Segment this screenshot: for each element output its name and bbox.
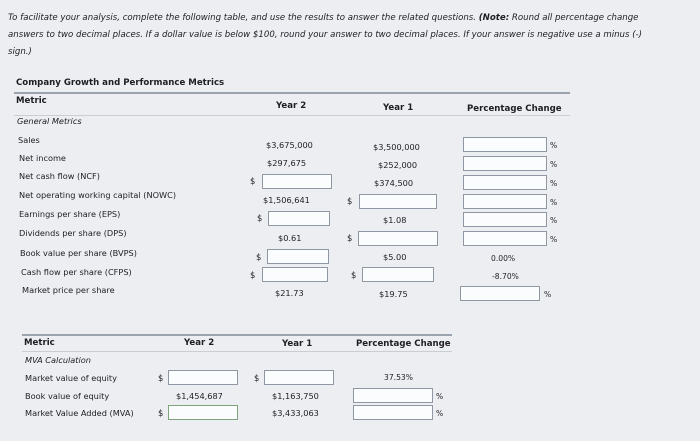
row-market-price-year1: $19.75	[379, 289, 408, 299]
row-dps-year1-input[interactable]	[358, 231, 438, 246]
row-sales-label: Sales	[18, 135, 40, 145]
row-nowc-year2: $1,506,641	[263, 195, 310, 205]
row-ncf-pct-input[interactable]	[463, 175, 547, 190]
row-bvps-year1: $5.00	[383, 252, 407, 262]
row-nowc-pct-input[interactable]	[463, 194, 547, 209]
row-market-price-label: Market price per share	[22, 285, 115, 295]
row-mva-pct-unit: %	[436, 409, 444, 418]
row-market-value-equity-pct: 37.53%	[384, 373, 413, 382]
row-market-value-equity-year1-input[interactable]	[264, 370, 334, 385]
table1-top-rule	[14, 92, 570, 94]
row-eps-pct-input[interactable]	[463, 212, 547, 227]
row-eps-label: Earnings per share (EPS)	[19, 209, 121, 219]
row-cfps-year2-dollar: $	[250, 270, 256, 280]
row-eps-year2-dollar: $	[257, 213, 263, 223]
row-cfps-pct: -8.70%	[492, 272, 519, 281]
row-mva-year1: $3,433,063	[272, 408, 319, 418]
row-dps-year1-dollar: $	[347, 233, 353, 243]
row-ncf-label: Net cash flow (NCF)	[19, 171, 100, 181]
table1-title: Company Growth and Performance Metrics	[16, 78, 225, 88]
row-market-value-equity-year2-input[interactable]	[168, 370, 238, 385]
row-cfps-year1-input[interactable]	[362, 267, 434, 282]
instructions-line2: answers to two decimal places. If a dollar value is below $100, round your answer to two decimal places. If your answer is negative use a minus (-)	[8, 30, 643, 40]
row-book-value-equity-pct-input[interactable]	[353, 388, 433, 403]
row-dps-label: Dividends per share (DPS)	[19, 228, 127, 238]
table2-top-rule	[22, 334, 452, 336]
row-dps-pct-unit: %	[550, 235, 558, 244]
row-ncf-year1: $374,500	[374, 178, 414, 188]
row-market-value-equity-label: Market value of equity	[25, 373, 117, 383]
row-book-value-equity-label: Book value of equity	[25, 391, 110, 401]
row-ncf-pct-unit: %	[550, 179, 558, 188]
row-net-income-pct-input[interactable]	[463, 156, 547, 171]
row-net-income-pct-unit: %	[550, 160, 558, 169]
row-book-value-equity-year2: $1,454,687	[176, 391, 223, 401]
row-market-price-year2: $21.73	[275, 288, 304, 298]
table1-header-pct: Percentage Change	[467, 104, 562, 114]
row-cfps-label: Cash flow per share (CFPS)	[21, 267, 132, 277]
row-book-value-equity-year1: $1,163,750	[272, 391, 319, 401]
table1-header-year2: Year 2	[276, 101, 307, 111]
instructions-note-label: (Note:	[478, 13, 510, 23]
row-bvps-label: Book value per share (BVPS)	[20, 248, 137, 258]
instructions-line1-tail: Round all percentage change	[511, 13, 639, 23]
instructions	[8, 10, 688, 61]
row-market-price-pct-unit: %	[544, 290, 552, 299]
instructions-line1: To facilitate your analysis, complete the following table, and use the results to answer the related questions.	[8, 13, 477, 23]
table2-header-rule	[22, 351, 452, 352]
row-dps-year2: $0.61	[278, 233, 302, 243]
table1-header-year1: Year 1	[383, 103, 414, 113]
table2-header-metric: Metric	[24, 338, 55, 348]
row-bvps-pct: 0.00%	[491, 254, 516, 263]
row-eps-year2-input[interactable]	[268, 211, 330, 226]
instructions-line3: sign.)	[8, 47, 32, 57]
row-ncf-year2-input[interactable]	[262, 174, 332, 189]
table1-header-rule	[14, 115, 570, 116]
row-bvps-year2-input[interactable]	[267, 249, 329, 264]
row-nowc-pct-unit: %	[550, 198, 558, 207]
row-nowc-year1-input[interactable]	[359, 194, 437, 209]
row-ncf-year2-dollar: $	[250, 176, 256, 186]
table1-header-metric: Metric	[16, 96, 47, 106]
row-cfps-year2-input[interactable]	[262, 267, 328, 282]
row-bvps-year2-dollar: $	[256, 252, 262, 262]
row-net-income-label: Net income	[19, 153, 66, 163]
row-net-income-year1: $252,000	[378, 160, 418, 170]
table2-header-year2: Year 2	[184, 338, 215, 348]
row-nowc-label: Net operating working capital (NOWC)	[19, 190, 177, 200]
table2-section-mva: MVA Calculation	[25, 355, 91, 365]
row-net-income-year2: $297,675	[267, 158, 307, 168]
row-mva-label: Market Value Added (MVA)	[25, 408, 134, 418]
row-mva-year2-input[interactable]	[168, 405, 238, 420]
row-sales-pct-input[interactable]	[463, 137, 547, 152]
row-book-value-equity-pct-unit: %	[436, 392, 444, 401]
row-market-price-pct-input[interactable]	[460, 286, 540, 301]
row-sales-year1: $3,500,000	[373, 142, 420, 152]
row-eps-pct-unit: %	[550, 216, 558, 225]
row-nowc-year1-dollar: $	[347, 196, 353, 206]
table2-header-pct: Percentage Change	[356, 339, 451, 349]
row-sales-pct-unit: %	[550, 141, 558, 150]
row-market-value-equity-year1-dollar: $	[254, 373, 260, 383]
row-sales-year2: $3,675,000	[266, 140, 313, 150]
row-mva-pct-input[interactable]	[353, 405, 433, 420]
row-cfps-year1-dollar: $	[351, 270, 357, 280]
table2-header-year1: Year 1	[282, 339, 313, 349]
row-dps-pct-input[interactable]	[463, 231, 547, 246]
row-eps-year1: $1.08	[383, 215, 407, 225]
row-market-value-equity-year2-dollar: $	[158, 373, 164, 383]
table1-section-general: General Metrics	[17, 116, 82, 126]
row-mva-year2-dollar: $	[158, 408, 164, 418]
